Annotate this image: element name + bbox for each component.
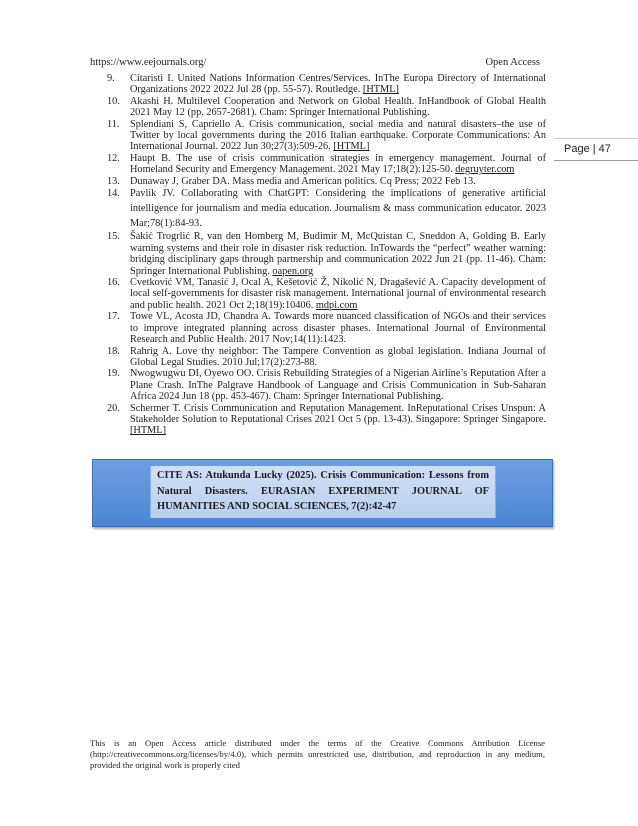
reference-number: 16.	[107, 277, 120, 289]
journal-url[interactable]: https://www.eejournals.org/	[90, 57, 207, 68]
reference-number: 9.	[107, 73, 115, 84]
reference-text: Schermer T. Crisis Communication and Reputation Management. InReputational Crises Unspun: A Stakeholder Solution to Reputational Crises 2021 Oct 5 (pp. 13-43). Singapore: Springer Singapore.	[130, 402, 546, 425]
reference-text: Cvetković VM, Tanasić J, Ocal A, Kešetović Ž, Nikolić N, Dragašević A. Capacity development of local self-governments for disaster risk management. International journal of environmental research and public health. 2021 Oct 2;18(19):10406.	[130, 277, 546, 311]
reference-number: 20.	[107, 402, 120, 414]
reference-item	[88, 277, 546, 311]
reference-item	[88, 231, 546, 277]
reference-text: Nwogwugwu DI, Oyewo OO. Crisis Rebuilding Strategies of a Nigerian Airline’s Reputation After a Plane Crash. InThe Palgrave Handbook of Language and Crisis Communication in Sub-Saharan Africa 2024 Jun 18 (pp. 453-467). Cham: Springer International Publishing.	[130, 368, 546, 403]
reference-text: Pavlik JV. Collaborating with ChatGPT: Considering the implications of generative artificial intelligence for journalism and media education. Journalism & mass communication educator. 2023 Mar;78(1):84-93.	[130, 188, 546, 229]
reference-link[interactable]: mdpi.com	[315, 299, 358, 311]
reference-link[interactable]: [HTML]	[333, 141, 370, 153]
reference-number: 19.	[107, 368, 120, 380]
reference-number: 12.	[107, 152, 120, 164]
page-header	[90, 57, 540, 71]
reference-text: Dunaway J, Graber DA. Mass media and American politics. Cq Press; 2022 Feb 13.	[130, 175, 476, 187]
reference-item	[88, 176, 546, 187]
reference-link[interactable]: degruyter.com	[455, 164, 515, 176]
reference-number: 17.	[107, 311, 120, 323]
reference-link[interactable]: [HTML]	[362, 84, 399, 96]
reference-item	[88, 119, 546, 153]
reference-link[interactable]: [HTML]	[130, 425, 167, 437]
reference-item	[88, 187, 546, 231]
reference-text: Towe VL, Acosta JD, Chandra A. Towards more nuanced classification of NGOs and their services to improve integrated planning across disaster phases. International Journal of Environmental Research and Public Health. 2017 Nov;14(11):1423.	[130, 311, 546, 346]
reference-item	[88, 96, 546, 119]
reference-number: 14.	[107, 188, 120, 200]
reference-text: Šakić Trogrlić R, van den Homberg M, Budimir M, McQuistan C, Sneddon A, Golding B. Early warning systems and their role in disaster risk reduction. InTowards the “perfect” weather warning: bridging disciplinary gaps through partnership and communication 2022 Jun 21 (pp. 11-46). Cham: Springer International Publishing.	[130, 231, 546, 277]
reference-text: Akashi H. Multilevel Cooperation and Network on Global Health. InHandbook of Global Health 2021 May 12 (pp. 2657-2681). Cham: Springer International Publishing.	[130, 95, 546, 119]
citation-text: CITE AS: Atukunda Lucky (2025). Crisis Communication: Lessons from Natural Disasters. EURASIAN EXPERIMENT JOURNAL OF HUMANITIES AND SOCIAL SCIENCES, 7(2):42-47	[157, 470, 489, 512]
reference-number: 18.	[107, 345, 120, 357]
reference-item	[88, 346, 546, 369]
reference-item	[88, 73, 546, 96]
reference-item	[88, 403, 546, 437]
reference-number: 11.	[107, 118, 120, 130]
reference-text: Rahrig A. Love thy neighbor: The Tampere Convention as global legislation. Indiana Journal of Global Legal Studies. 2010 Jul;17(2):273-88.	[130, 345, 546, 368]
page-number: Page | 47	[564, 143, 611, 155]
license-footer: This is an Open Access article distributed under the terms of the Creative Commons Attribution License (http://creativecommons.org/licenses/by/4.0), which permits unrestricted use, distribution, and reproduction in any medium, provided the original work is properly cited	[90, 738, 545, 770]
reference-number: 10.	[107, 95, 120, 107]
open-access-label: Open Access	[485, 57, 540, 68]
reference-number: 15.	[107, 231, 120, 243]
reference-text: Haupt B. The use of crisis communication strategies in emergency management. Journal of Homeland Security and Emergency Management. 2021 May 17;18(2):125-50.	[130, 152, 546, 176]
reference-item	[88, 368, 546, 402]
reference-text: Citaristi I. United Nations Information Centres/Services. InThe Europa Directory of International Organizations 2022 2022 Jul 28 (pp. 55-57). Routledge.	[130, 73, 546, 96]
reference-item	[88, 311, 546, 345]
page-number-tab	[554, 138, 638, 161]
reference-link[interactable]: oapen.org	[272, 265, 314, 277]
reference-number: 13.	[107, 175, 120, 187]
citation-box	[92, 459, 553, 527]
reference-item	[88, 153, 546, 176]
reference-text: Splendiani S, Capriello A. Crisis communication, social media and natural disasters–the use of Twitter by local governments during the 2016 Italian earthquake. Corporate Communications: An International Journal. 2022 Jun 30;27(3):509-26.	[130, 118, 546, 153]
reference-list	[88, 73, 546, 437]
citation-panel	[150, 466, 496, 518]
